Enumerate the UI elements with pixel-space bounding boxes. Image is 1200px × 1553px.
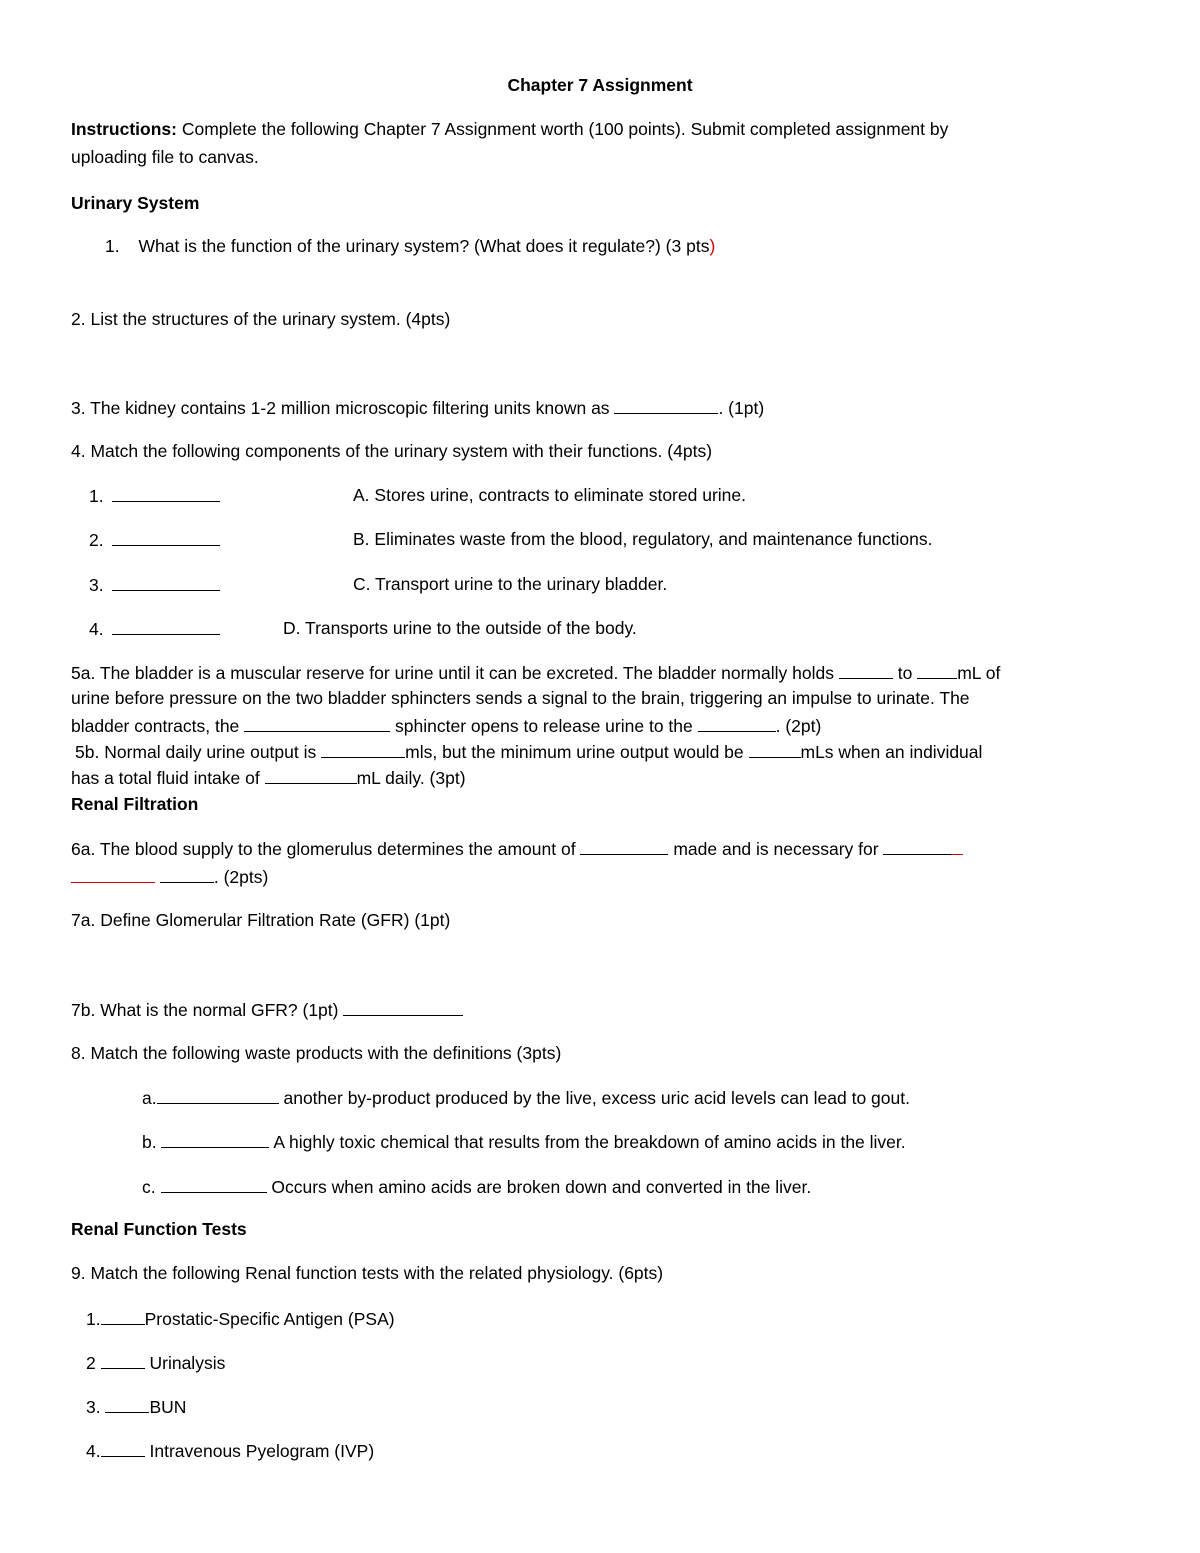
answer-blank[interactable] <box>161 1130 269 1148</box>
question-8-number: 8. <box>71 1043 86 1063</box>
question-3-number: 3. <box>71 398 86 418</box>
test-item-2 <box>86 1351 225 1374</box>
answer-blank[interactable] <box>112 528 220 546</box>
match-item-4 <box>89 617 220 640</box>
question-1 <box>105 235 715 257</box>
question-5b-text: Normal daily urine output is <box>104 742 317 762</box>
question-1-number: 1. <box>105 236 120 256</box>
section-heading-renal-filtration: Renal Filtration <box>71 794 199 814</box>
question-8 <box>71 1042 561 1064</box>
instructions-label: Instructions: <box>71 119 177 139</box>
waste-item-definition: Occurs when amino acids are broken down and converted in the liver. <box>271 1177 812 1197</box>
question-7a-number: 7a. <box>71 910 96 930</box>
answer-blank[interactable] <box>161 1175 267 1193</box>
match-item-2 <box>89 528 220 551</box>
match-definition-b <box>353 528 932 550</box>
question-1-close-paren: ) <box>709 236 716 256</box>
question-6a-number: 6a. <box>71 839 96 859</box>
question-2-text: List the structures of the urinary system. (4pts) <box>90 309 451 329</box>
answer-blank[interactable] <box>839 661 893 679</box>
test-item-number: 2 <box>86 1353 96 1373</box>
question-5a-line-2: urine before pressure on the two bladder sphincters sends a signal to the brain, triggering an impulse to urinate. The <box>71 688 970 708</box>
test-item-4 <box>86 1439 374 1462</box>
question-3-points: . (1pt) <box>718 398 765 418</box>
answer-blank[interactable] <box>265 766 357 784</box>
question-3 <box>71 396 764 419</box>
question-5a-text: mL of <box>957 663 1001 683</box>
match-number: 1. <box>89 486 104 506</box>
question-5a-line-1 <box>71 661 1000 684</box>
answer-blank[interactable] <box>917 661 957 679</box>
test-item-number: 1. <box>86 1309 101 1329</box>
waste-item-a <box>142 1086 910 1109</box>
answer-blank[interactable] <box>321 740 405 758</box>
match-definition-d <box>283 617 637 639</box>
test-item-name: Urinalysis <box>149 1353 226 1373</box>
question-5b-line-1 <box>75 740 982 763</box>
question-5b-text: mls, but the minimum urine output would be <box>405 742 744 762</box>
question-7a-text: Define Glomerular Filtration Rate (GFR) (1pt) <box>100 910 451 930</box>
question-4 <box>71 440 712 462</box>
waste-item-definition: another by-product produced by the live, excess uric acid levels can lead to gout. <box>283 1088 910 1108</box>
match-definition-text: Eliminates waste from the blood, regulatory, and maintenance functions. <box>374 529 933 549</box>
question-9-text: Match the following Renal function tests with the related physiology. (6pts) <box>90 1263 664 1283</box>
answer-blank[interactable] <box>749 740 801 758</box>
waste-item-definition: A highly toxic chemical that results from the breakdown of amino acids in the liver. <box>273 1132 906 1152</box>
answer-blank[interactable] <box>614 396 718 414</box>
question-2-number: 2. <box>71 309 86 329</box>
waste-item-c <box>142 1175 811 1198</box>
match-letter: B. <box>353 529 370 549</box>
match-number: 2. <box>89 530 104 550</box>
match-letter: A. <box>353 485 370 505</box>
test-item-name: Prostatic-Specific Antigen (PSA) <box>144 1309 395 1329</box>
match-item-1 <box>89 484 220 507</box>
answer-blank[interactable] <box>580 837 668 855</box>
test-item-number: 4. <box>86 1441 101 1461</box>
answer-blank[interactable] <box>112 573 220 591</box>
question-7b-text: What is the normal GFR? (1pt) <box>100 1000 339 1020</box>
instructions-text: Complete the following Chapter 7 Assignment worth (100 points). Submit completed assignment by <box>181 119 949 139</box>
waste-item-label: c. <box>142 1177 156 1197</box>
question-5a-line-3 <box>71 714 821 737</box>
question-2 <box>71 308 450 330</box>
answer-blank[interactable] <box>883 837 951 855</box>
instructions-line-2: uploading file to canvas. <box>71 147 259 167</box>
answer-blank[interactable] <box>951 837 963 855</box>
question-6a-text: . (2pts) <box>213 867 269 887</box>
question-7b <box>71 998 463 1021</box>
question-5b-line-2 <box>71 766 466 789</box>
match-letter: D. <box>283 618 301 638</box>
match-definition-text: Stores urine, contracts to eliminate stored urine. <box>374 485 746 505</box>
question-1-text: What is the function of the urinary system? (What does it regulate?) (3 pts <box>138 236 710 256</box>
question-4-number: 4. <box>71 441 86 461</box>
answer-blank[interactable] <box>112 484 220 502</box>
question-5a-text: to <box>897 663 913 683</box>
match-definition-text: Transport urine to the urinary bladder. <box>375 574 668 594</box>
answer-blank[interactable] <box>244 714 390 732</box>
test-item-name: Intravenous Pyelogram (IVP) <box>149 1441 375 1461</box>
question-7b-number: 7b. <box>71 1000 96 1020</box>
question-5a-number: 5a. <box>71 663 96 683</box>
answer-blank[interactable] <box>101 1307 145 1325</box>
match-number: 4. <box>89 619 104 639</box>
answer-blank[interactable] <box>105 1395 149 1413</box>
instructions-line-1 <box>71 118 948 140</box>
question-5b-text: mLs when an individual <box>800 742 983 762</box>
test-item-number: 3. <box>86 1397 101 1417</box>
question-9-number: 9. <box>71 1263 86 1283</box>
question-6a-line-2 <box>71 865 268 888</box>
answer-blank[interactable] <box>101 1439 145 1457</box>
answer-blank[interactable] <box>343 998 463 1016</box>
answer-blank[interactable] <box>698 714 776 732</box>
match-definition-text: Transports urine to the outside of the body. <box>305 618 637 638</box>
test-item-3 <box>86 1395 186 1418</box>
test-item-name: BUN <box>149 1397 187 1417</box>
waste-item-b <box>142 1130 906 1153</box>
question-7a <box>71 909 450 931</box>
match-letter: C. <box>353 574 371 594</box>
waste-item-label: b. <box>142 1132 157 1152</box>
question-4-text: Match the following components of the urinary system with their functions. (4pts) <box>90 441 713 461</box>
answer-blank[interactable] <box>157 1086 279 1104</box>
question-5a-text: . (2pt) <box>775 716 822 736</box>
match-definition-c <box>353 573 667 595</box>
question-5a-text: sphincter opens to release urine to the <box>395 716 693 736</box>
waste-item-label: a. <box>142 1088 157 1108</box>
test-item-1 <box>86 1307 395 1330</box>
question-9 <box>71 1262 663 1284</box>
match-item-3 <box>89 573 220 596</box>
question-5a-text: The bladder is a muscular reserve for urine until it can be excreted. The bladder normally holds <box>99 663 834 683</box>
section-heading-urinary: Urinary System <box>71 193 200 213</box>
answer-blank[interactable] <box>101 1351 145 1369</box>
answer-blank[interactable] <box>71 865 155 883</box>
question-8-text: Match the following waste products with the definitions (3pts) <box>90 1043 562 1063</box>
section-heading-renal-tests: Renal Function Tests <box>71 1219 247 1239</box>
question-5b-text: mL daily. (3pt) <box>356 768 466 788</box>
question-5b-number: 5b. <box>75 742 100 762</box>
question-5b-text: has a total fluid intake of <box>71 768 260 788</box>
question-6a-text: made and is necessary for <box>673 839 879 859</box>
answer-blank[interactable] <box>112 617 220 635</box>
match-number: 3. <box>89 575 104 595</box>
question-6a-line-1 <box>71 837 963 860</box>
question-3-text: The kidney contains 1-2 million microscopic filtering units known as <box>90 398 610 418</box>
question-6a-text: The blood supply to the glomerulus determines the amount of <box>99 839 576 859</box>
page-title: Chapter 7 Assignment <box>507 75 693 95</box>
answer-blank[interactable] <box>160 865 214 883</box>
match-definition-a <box>353 484 746 506</box>
question-5a-text: bladder contracts, the <box>71 716 240 736</box>
